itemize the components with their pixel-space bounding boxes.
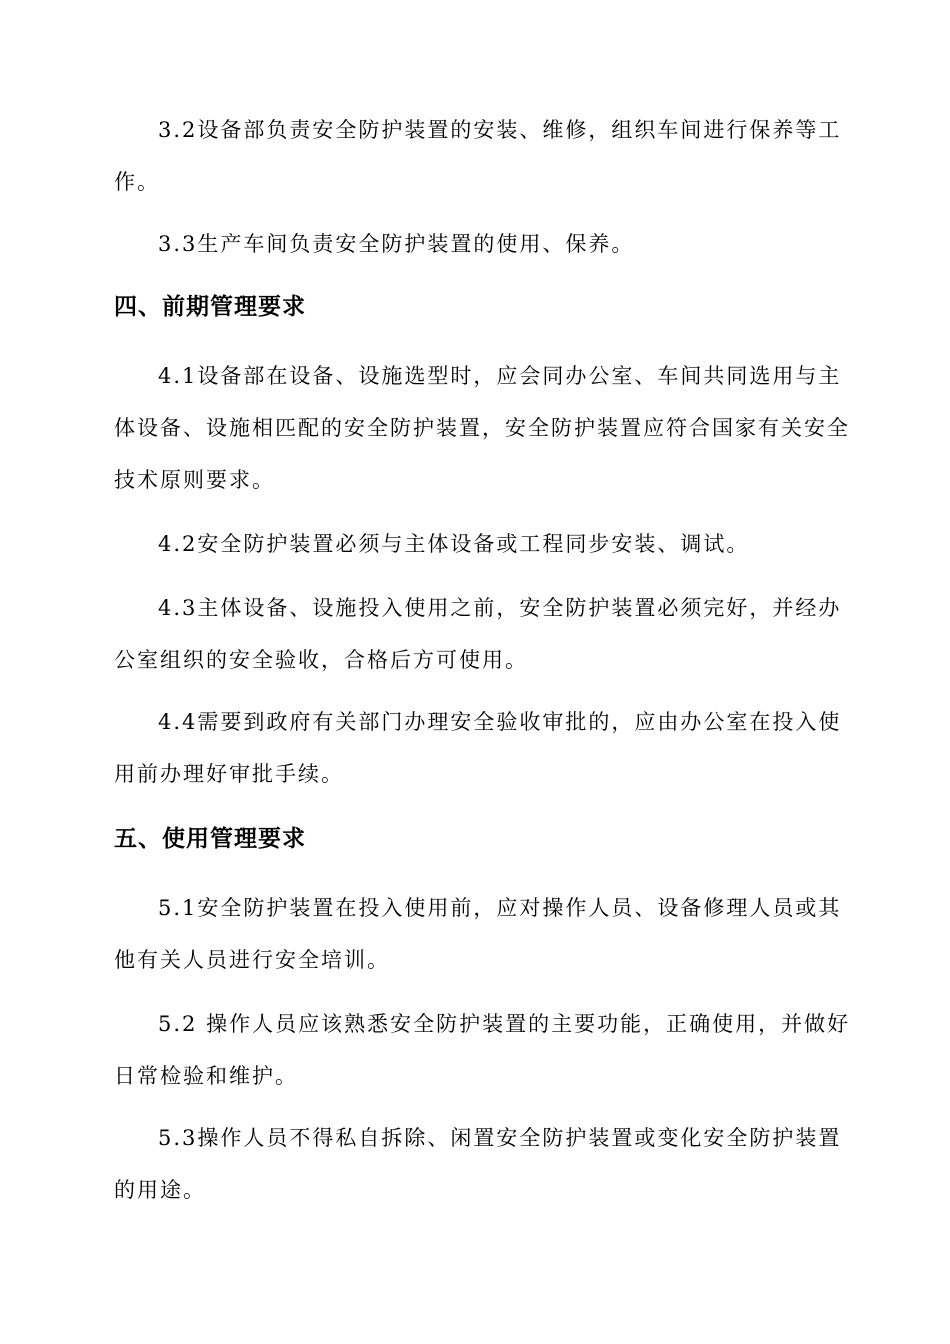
paragraph-4-2-line-1: 4.2安全防护装置必须与主体设备或工程同步安装、调试。: [158, 532, 750, 556]
paragraph-3-2-line-1: 3.2设备部负责安全防护装置的安装、维修，组织车间进行保养等工: [158, 118, 842, 142]
paragraph-4-4-line-2: 用前办理好审批手续。: [114, 762, 344, 786]
paragraph-4-3-line-1: 4.3主体设备、设施投入使用之前，安全防护装置必须完好，并经办: [158, 596, 842, 620]
paragraph-5-1-line-1: 5.1安全防护装置在投入使用前，应对操作人员、设备修理人员或其: [158, 896, 842, 920]
paragraph-4-1-line-2: 体设备、设施相匹配的安全防护装置，安全防护装置应符合国家有关安全: [114, 416, 850, 440]
paragraph-3-2-line-2: 作。: [114, 170, 160, 194]
paragraph-4-3-line-2: 公室组织的安全验收，合格后方可使用。: [114, 648, 528, 672]
section-5-heading: 五、使用管理要求: [114, 826, 306, 852]
section-4-heading: 四、前期管理要求: [114, 294, 306, 320]
paragraph-4-1-line-3: 技术原则要求。: [114, 468, 275, 492]
paragraph-4-1-line-1: 4.1设备部在设备、设施选型时，应会同办公室、车间共同选用与主: [158, 364, 842, 388]
paragraph-5-2-line-1: 5.2 操作人员应该熟悉安全防护装置的主要功能，正确使用，并做好: [158, 1012, 851, 1036]
paragraph-5-2-line-2: 日常检验和维护。: [114, 1064, 298, 1088]
paragraph-3-3-line-1: 3.3生产车间负责安全防护装置的使用、保养。: [158, 232, 635, 256]
paragraph-4-4-line-1: 4.4需要到政府有关部门办理安全验收审批的，应由办公室在投入使: [158, 710, 842, 734]
paragraph-5-3-line-1: 5.3操作人员不得私自拆除、闲置安全防护装置或变化安全防护装置: [158, 1126, 842, 1150]
paragraph-5-3-line-2: 的用途。: [114, 1178, 206, 1202]
paragraph-5-1-line-2: 他有关人员进行安全培训。: [114, 948, 390, 972]
